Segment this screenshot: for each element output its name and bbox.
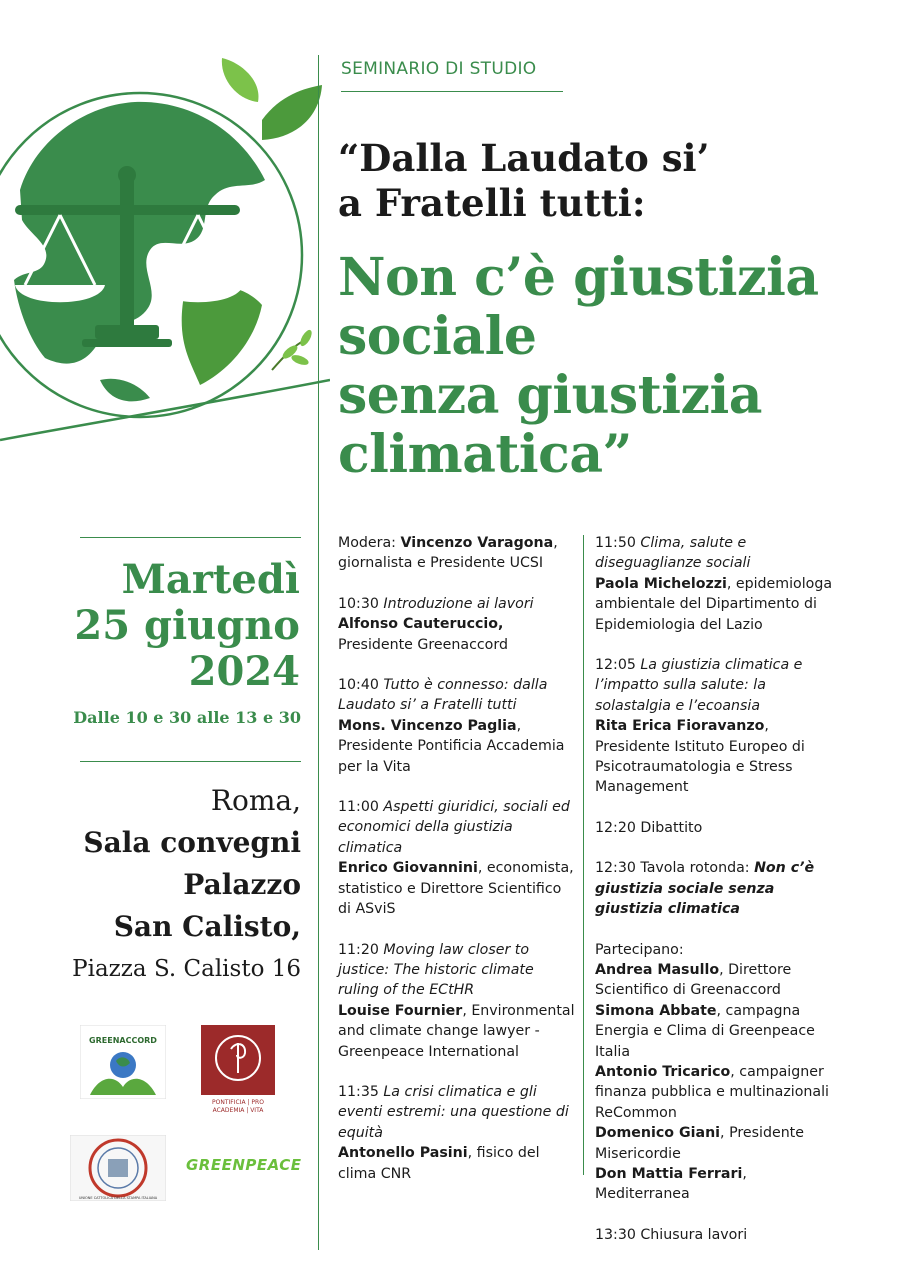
- program-column-1: [338, 533, 578, 1204]
- justice-scales-globe-illustration: [0, 40, 330, 450]
- program-item: 11:35 La crisi climatica e gli eventi estremi: una questione di equità Antonello Pasini, fisico del clima CNR: [338, 1083, 569, 1182]
- kicker-underline: [341, 91, 563, 92]
- svg-text:PONTIFICIA | PRO: PONTIFICIA | PRO: [212, 1099, 264, 1106]
- moderator-entry: Modera: Vincenzo Varagona, giornalista e Presidente UCSI: [338, 535, 558, 572]
- program-item: 10:40 Tutto è connesso: dalla Laudato si’ a Fratelli tutti Mons. Vincenzo Paglia, Presidente Pontificia Accademia per la Vita: [338, 677, 565, 775]
- svg-text:GREENACCORD: GREENACCORD: [89, 1036, 157, 1045]
- participant: Antonio Tricarico, campaigner finanza pubblica e multinazionali ReCommon: [595, 1063, 829, 1121]
- participant: Simona Abbate, campagna Energia e Clima di Greenpeace Italia: [595, 1002, 815, 1060]
- pontificia-academia-pro-vita-logo: [201, 1025, 275, 1115]
- participants-list: Partecipano: Andrea Masullo, Direttore Scientifico di Greenaccord Simona Abbate, campagna Energia e Clima di Greenpeace Italia Antonio Tricarico, campaigner finanza pubblica e multinazionali ReCommon Domenico Giani, Presidente Misericordie Don Mattia Ferrari, Mediterranea: [595, 940, 835, 1205]
- greenaccord-logo: [80, 1025, 166, 1099]
- program-column-divider: [583, 535, 584, 1175]
- svg-text:UNIONE CATTOLICA DELLA STAMPA: UNIONE CATTOLICA DELLA STAMPA ITALIANA: [78, 1196, 158, 1200]
- roundtable-entry: 12:30 Tavola rotonda: Non c’è giustizia sociale senza giustizia climatica: [595, 860, 815, 918]
- event-title: “Dalla Laudato si’ a Fratelli tutti:: [338, 136, 710, 225]
- svg-text:ACADEMIA | VITA: ACADEMIA | VITA: [212, 1107, 264, 1114]
- event-date: Martedì 25 giugno 2024: [74, 556, 300, 695]
- program-item: 11:20 Moving law closer to justice: The historic climate ruling of the ECtHR Louise Fournier, Environmental and climate change lawyer - Greenpeace International: [338, 941, 575, 1060]
- event-time: Dalle 10 e 30 alle 13 e 30: [73, 708, 301, 727]
- event-venue: Roma, Sala convegni Palazzo San Calisto, Piazza S. Calisto 16: [72, 784, 301, 982]
- greenpeace-logo: GREENPEACE: [186, 1156, 302, 1174]
- program-column-2: [595, 533, 835, 1265]
- participant: Andrea Masullo, Direttore Scientifico di Greenaccord: [595, 961, 792, 999]
- participant: Domenico Giani, Presidente Misericordie: [595, 1125, 804, 1162]
- event-kicker: SEMINARIO DI STUDIO: [341, 59, 537, 79]
- program-item: 11:50 Clima, salute e diseguaglianze sociali Paola Michelozzi, epidemiologa ambientale del Dipartimento di Epidemiologia del Lazio: [595, 535, 833, 633]
- debate-entry: 12:20 Dibattito: [595, 819, 703, 836]
- program-item: 10:30 Introduzione ai lavori Alfonso Cauteruccio, Presidente Greenaccord: [338, 595, 534, 653]
- program-item: 11:00 Aspetti giuridici, sociali ed economici della giustizia climatica Enrico Giovannini, economista, statistico e Direttore Scientifico di ASviS: [338, 799, 574, 918]
- ucsi-logo: [70, 1135, 166, 1201]
- closing-entry: 13:30 Chiusura lavori: [595, 1226, 748, 1243]
- vertical-divider: [318, 55, 319, 1250]
- event-subtitle: Non c’è giustizia sociale senza giustizia climatica”: [338, 247, 819, 485]
- participant: Don Mattia Ferrari, Mediterranea: [595, 1165, 747, 1203]
- date-top-rule: [80, 537, 301, 538]
- date-bottom-rule: [80, 761, 301, 762]
- program-item: 12:05 La giustizia climatica e l’impatto sulla salute: la solastalgia e l’ecoansia Rita Erica Fioravanzo, Presidente Istituto Europeo di Psicotraumatologia e Stress Management: [595, 657, 805, 796]
